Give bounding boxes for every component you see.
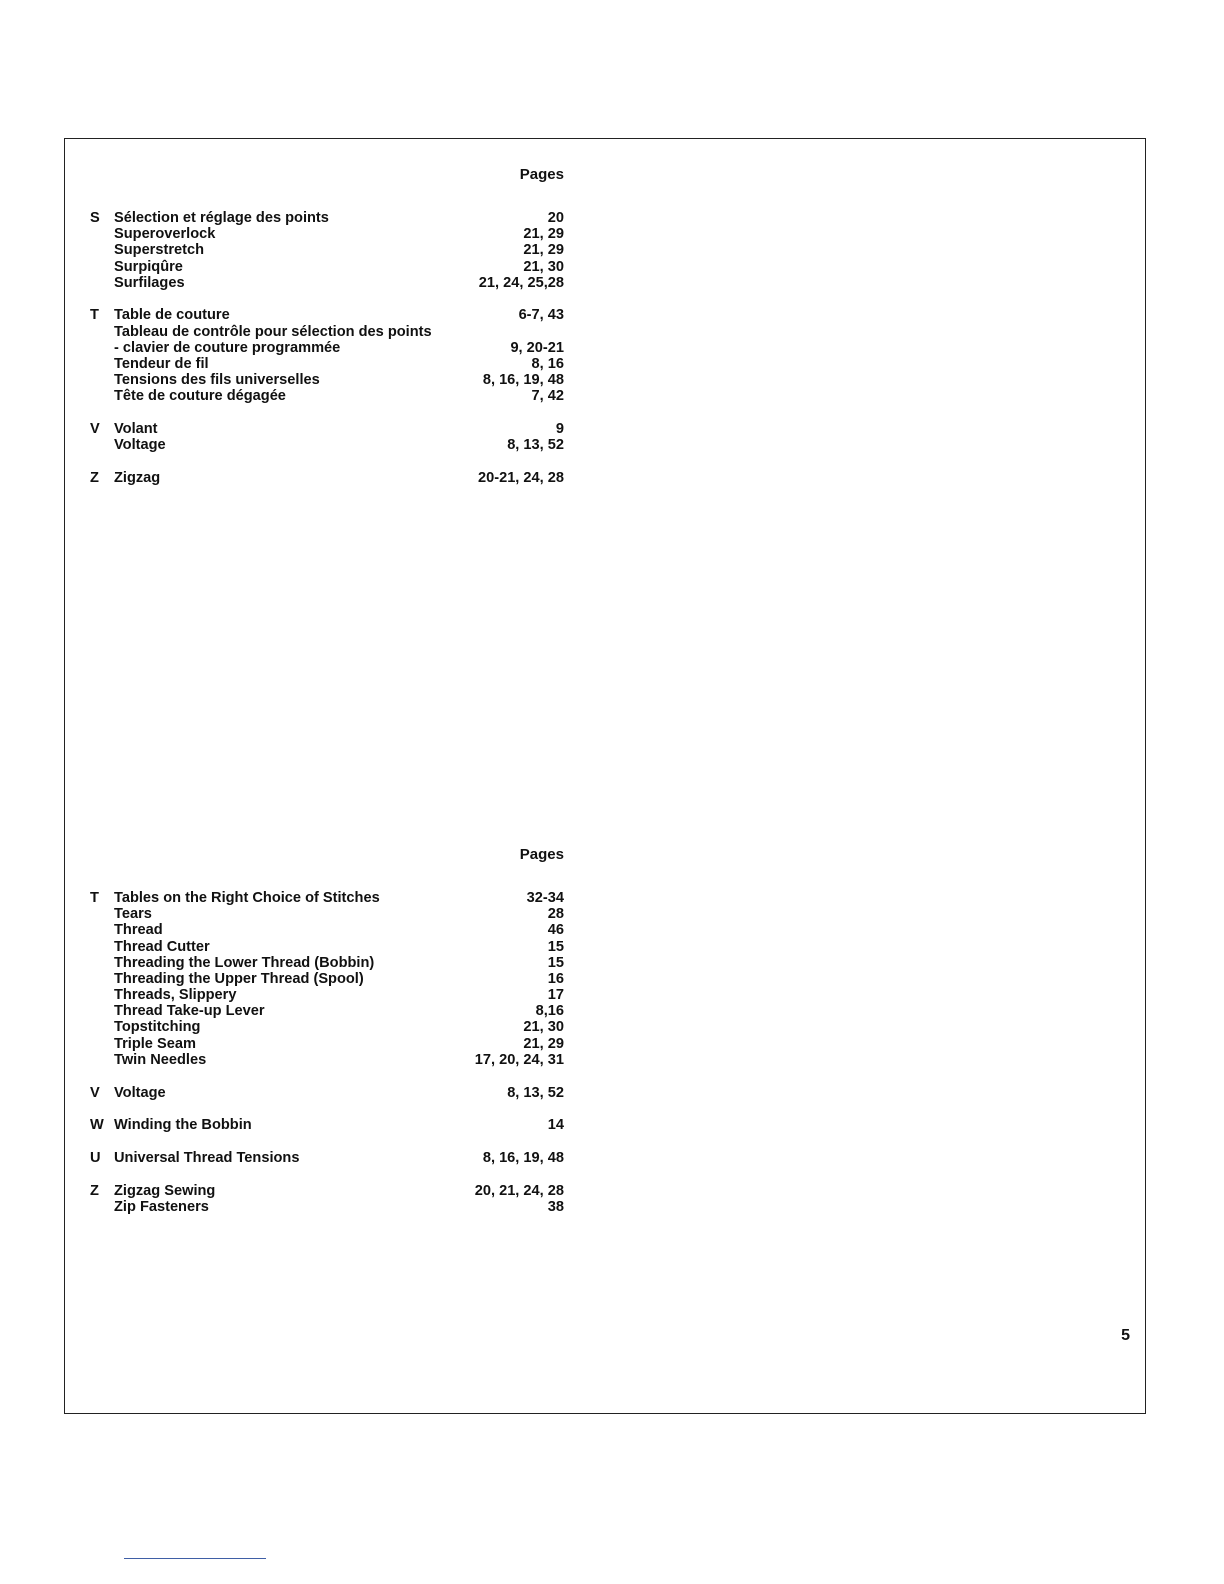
- index-pages: 15: [547, 938, 564, 955]
- index-term: Thread: [114, 922, 163, 939]
- index-entry: [90, 987, 564, 1003]
- index-entry: [90, 939, 564, 955]
- footer-rule: [124, 1558, 266, 1559]
- index-pages: 14: [547, 1117, 564, 1134]
- index-letter: U: [90, 1149, 101, 1166]
- index-entry: [90, 226, 564, 242]
- index-group: [90, 1117, 564, 1133]
- pages-column-header: Pages: [519, 166, 564, 183]
- index-term: Tables on the Right Choice of Stitches: [114, 889, 380, 906]
- index-group: [90, 1085, 564, 1101]
- index-group: [90, 1183, 564, 1215]
- index-pages: 21, 24, 25,28: [478, 274, 564, 291]
- index-letter: W: [90, 1117, 104, 1134]
- index-term: Thread Cutter: [114, 938, 210, 955]
- index-entry: [90, 1183, 564, 1199]
- index-entry: [90, 1085, 564, 1101]
- index-entry: [90, 259, 564, 275]
- index-pages: 20-21, 24, 28: [477, 469, 564, 486]
- index-entry: [90, 1036, 564, 1052]
- index-entry: [90, 340, 564, 356]
- index-letter: V: [90, 1084, 100, 1101]
- index-pages: 8, 16, 19, 48: [482, 372, 564, 389]
- index-pages: 8, 13, 52: [507, 1084, 564, 1101]
- index-entry: [90, 421, 564, 437]
- index-group: [90, 210, 564, 291]
- index-entry: [90, 890, 564, 906]
- index-letter: V: [90, 421, 100, 438]
- index-pages: 17: [547, 987, 564, 1004]
- index-term: Voltage: [114, 1084, 166, 1101]
- index-entry: [90, 1003, 564, 1019]
- index-term: Volant: [114, 421, 158, 438]
- index-pages: 21, 30: [523, 258, 564, 275]
- french-index: [90, 166, 564, 503]
- index-entry: [90, 210, 564, 226]
- index-term: - clavier de couture programmée: [114, 339, 341, 356]
- index-term: Tableau de contrôle pour sélection des points: [114, 323, 432, 340]
- index-term: Superstretch: [114, 242, 205, 259]
- index-term: Voltage: [114, 437, 166, 454]
- index-term: Surpiqûre: [114, 258, 183, 275]
- index-term: Topstitching: [114, 1019, 201, 1036]
- index-term: Winding the Bobbin: [114, 1117, 252, 1134]
- index-pages: 8, 13, 52: [507, 437, 564, 454]
- index-pages: 8, 16, 19, 48: [482, 1149, 564, 1166]
- index-group: [90, 890, 564, 1068]
- index-term: Zip Fasteners: [114, 1198, 209, 1215]
- index-pages: 7, 42: [531, 388, 564, 405]
- index-term: Superoverlock: [114, 226, 216, 243]
- index-term: Universal Thread Tensions: [114, 1149, 300, 1166]
- index-entry: [90, 372, 564, 388]
- index-entry: [90, 437, 564, 453]
- index-pages: 20, 21, 24, 28: [474, 1182, 564, 1199]
- index-entry: [90, 971, 564, 987]
- index-entry: [90, 1150, 564, 1166]
- index-entry: [90, 1020, 564, 1036]
- index-entry: [90, 955, 564, 971]
- index-entry: [90, 275, 564, 291]
- english-index: [90, 846, 564, 1232]
- index-pages: 20: [547, 209, 564, 226]
- index-term: Sélection et réglage des points: [114, 209, 329, 226]
- index-term: Threads, Slippery: [114, 987, 237, 1004]
- index-groups: [90, 210, 564, 486]
- index-entry: [90, 922, 564, 938]
- index-term: Tensions des fils universelles: [114, 372, 320, 389]
- index-letter: T: [90, 307, 99, 324]
- index-group: [90, 1150, 564, 1166]
- index-group: [90, 470, 564, 486]
- index-entry: [90, 307, 564, 323]
- index-group: [90, 307, 564, 404]
- index-group: [90, 421, 564, 453]
- index-pages: 16: [547, 970, 564, 987]
- index-pages: 6-7, 43: [518, 307, 564, 324]
- index-letter: T: [90, 889, 99, 906]
- index-entry: [90, 470, 564, 486]
- index-entry: [90, 1117, 564, 1133]
- index-term: Zigzag: [114, 469, 161, 486]
- index-pages: 9: [555, 421, 564, 438]
- index-term: Threading the Lower Thread (Bobbin): [114, 954, 375, 971]
- index-term: Thread Take-up Lever: [114, 1003, 265, 1020]
- index-pages: 21, 29: [523, 226, 564, 243]
- index-pages: 17, 20, 24, 31: [474, 1051, 564, 1068]
- index-term: Tears: [114, 906, 152, 923]
- index-groups: [90, 890, 564, 1215]
- index-pages: 21, 30: [523, 1019, 564, 1036]
- index-term: Table de couture: [114, 307, 230, 324]
- index-entry: [90, 242, 564, 258]
- index-pages: 15: [547, 954, 564, 971]
- index-pages: 38: [547, 1198, 564, 1215]
- index-pages: 46: [547, 922, 564, 939]
- index-pages: 21, 29: [523, 1035, 564, 1052]
- index-letter: S: [90, 209, 100, 226]
- index-letter: Z: [90, 1182, 99, 1199]
- index-term: Twin Needles: [114, 1051, 207, 1068]
- index-letter: Z: [90, 469, 99, 486]
- index-entry: [90, 1199, 564, 1215]
- index-term: Surfilages: [114, 274, 185, 291]
- index-entry: [90, 1052, 564, 1068]
- index-entry: [90, 324, 564, 340]
- index-term: Tendeur de fil: [114, 355, 209, 372]
- pages-column-header: Pages: [519, 846, 564, 863]
- index-term: Threading the Upper Thread (Spool): [114, 970, 364, 987]
- index-pages: 8, 16: [531, 355, 564, 372]
- index-pages: 8,16: [535, 1003, 564, 1020]
- index-pages: 28: [547, 906, 564, 923]
- index-pages: 21, 29: [523, 242, 564, 259]
- index-entry: [90, 388, 564, 404]
- index-entry: [90, 356, 564, 372]
- page-number: 5: [1121, 1327, 1130, 1344]
- index-term: Zigzag Sewing: [114, 1182, 216, 1199]
- index-pages: 32-34: [526, 889, 564, 906]
- index-term: Tête de couture dégagée: [114, 388, 286, 405]
- index-entry: [90, 906, 564, 922]
- index-pages: 9, 20-21: [510, 339, 564, 356]
- index-term: Triple Seam: [114, 1035, 196, 1052]
